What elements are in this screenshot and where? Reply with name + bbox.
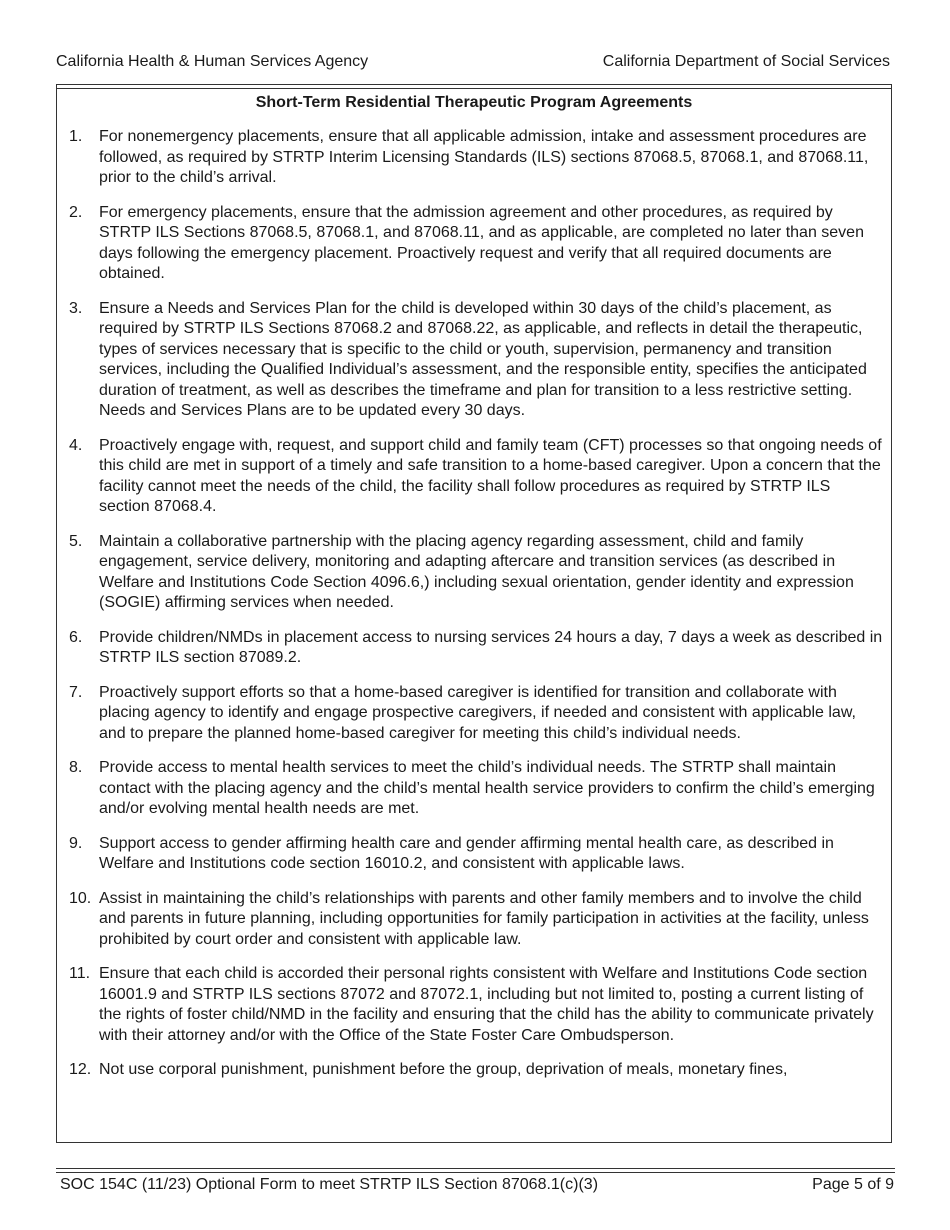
item-text: Proactively engage with, request, and support child and family team (CFT) processes so that ongoing needs of this child are met in support of a timely and safe transition to a home-based caregiver. Upon a concern that the facility cannot meet the needs of the child, the facility shall follow procedures as required by STRTP ILS section 87068.4. bbox=[99, 436, 882, 515]
item-text: Proactively support efforts so that a home-based caregiver is identified for transition and collaborate with placing agency to identify and engage prospective caregivers, if needed and consistent with applicable law, and to prepare the planned home-based caregiver for meeting this child’s individual needs. bbox=[99, 683, 856, 742]
footer-divider-bottom bbox=[56, 1172, 895, 1173]
item-number: 4. bbox=[69, 436, 83, 454]
footer-divider-top bbox=[56, 1168, 895, 1169]
header-agency: California Health & Human Services Agency bbox=[56, 53, 369, 70]
agreements-list bbox=[69, 127, 883, 1095]
list-item bbox=[69, 834, 883, 875]
item-text: Ensure a Needs and Services Plan for the child is developed within 30 days of the child’s placement, as required by STRTP ILS Sections 87068.2 and 87068.22, as applicable, and reflects in detail the therapeutic, types of services necessary that is specific to the child or youth, supervision, permanency and transition services, including the Qualified Individual’s assessment, and the responsible entity, specifies the anticipated duration of treatment, as well as describes the timeframe and plan for transition to a less restrictive setting. Needs and Services Plans are to be updated every 30 days. bbox=[99, 299, 867, 419]
list-item bbox=[69, 1060, 883, 1081]
item-number: 6. bbox=[69, 628, 83, 646]
footer-page-number: Page 5 of 9 bbox=[812, 1176, 894, 1193]
list-item bbox=[69, 299, 883, 422]
item-number: 2. bbox=[69, 203, 83, 221]
item-number: 5. bbox=[69, 532, 83, 550]
item-number: 12. bbox=[69, 1061, 92, 1078]
item-text: For emergency placements, ensure that the admission agreement and other procedures, as required by STRTP ILS Sections 87068.5, 87068.1, and 87068.11, and as applicable, are completed no later than seven days following the emergency placement. Proactively request and verify that all required documents are obtained. bbox=[99, 203, 864, 282]
item-number: 9. bbox=[69, 834, 83, 852]
item-number: 8. bbox=[69, 759, 83, 776]
footer-form-id: SOC 154C (11/23) Optional Form to meet STRTP ILS Section 87068.1(c)(3) bbox=[60, 1176, 599, 1193]
item-text: Maintain a collaborative partnership with the placing agency regarding assessment, child and family engagement, service delivery, monitoring and adapting aftercare and transition services (as described in Welfare and Institutions Code Section 4096.6,) including sexual orientation, gender identity and expression (SOGIE) affirming services when needed. bbox=[99, 532, 854, 611]
item-number: 1. bbox=[69, 128, 83, 145]
item-text: For nonemergency placements, ensure that all applicable admission, intake and assessment procedures are followed, as required by STRTP Interim Licensing Standards (ILS) sections 87068.5, 87068.1, and 87068.11, prior to the child’s arrival. bbox=[99, 128, 869, 186]
item-text: Ensure that each child is accorded their personal rights consistent with Welfare and Institutions Code section 16001.9 and STRTP ILS sections 87072 and 87072.1, including but not limited to, posting a current listing of the rights of foster child/NMD in the facility and ensuring that the child has the ability to communicate privately with their attorney and/or with the Office of the State Foster Care Ombudsperson. bbox=[99, 965, 874, 1044]
item-text: Provide access to mental health services to meet the child’s individual needs. The STRTP shall maintain contact with the placing agency and the child’s mental health service providers to confirm the child’s emerging and/or evolving mental health needs are met. bbox=[99, 759, 875, 817]
item-text: Assist in maintaining the child’s relationships with parents and other family members and to involve the child and parents in future planning, including opportunities for family participation in activities at the facility, unless prohibited by court order and consistent with applicable law. bbox=[99, 889, 869, 948]
list-item bbox=[69, 532, 883, 614]
list-item bbox=[69, 964, 883, 1046]
item-number: 10. bbox=[69, 889, 92, 907]
item-number: 7. bbox=[69, 683, 83, 701]
item-number: 11. bbox=[69, 965, 91, 982]
item-number: 3. bbox=[69, 299, 83, 317]
list-item bbox=[69, 436, 883, 518]
list-item bbox=[69, 683, 883, 745]
list-item bbox=[69, 889, 883, 951]
agreements-box bbox=[56, 84, 892, 1143]
item-text: Provide children/NMDs in placement access to nursing services 24 hours a day, 7 days a week as described in STRTP ILS section 87089.2. bbox=[99, 628, 883, 666]
list-item bbox=[69, 628, 883, 669]
list-item bbox=[69, 758, 883, 820]
item-text: Support access to gender affirming health care and gender affirming mental health care, as described in Welfare and Institutions code section 16010.2, and consistent with applicable laws. bbox=[99, 834, 834, 872]
item-text: Not use corporal punishment, punishment before the group, deprivation of meals, monetary fines, bbox=[99, 1061, 788, 1078]
list-item bbox=[69, 203, 883, 285]
header-department: California Department of Social Services bbox=[602, 53, 890, 70]
section-title: Short-Term Residential Therapeutic Program Agreements bbox=[255, 94, 693, 111]
list-item bbox=[69, 127, 883, 189]
